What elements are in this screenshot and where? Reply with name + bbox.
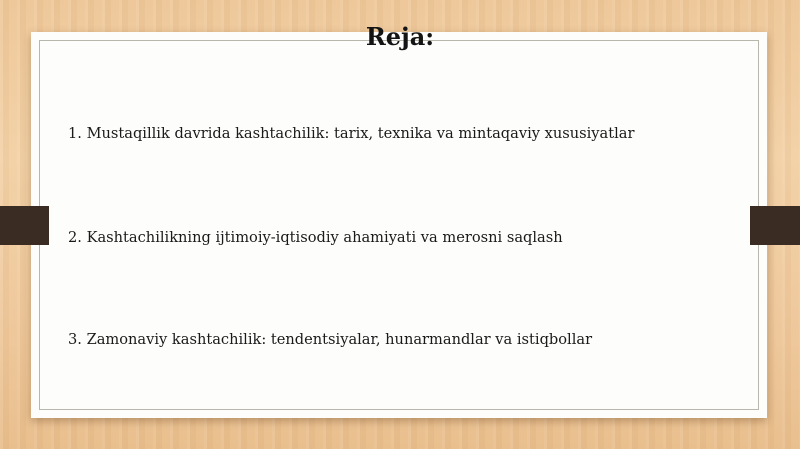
paper-card — [31, 32, 767, 418]
plan-item-2: 2. Kashtachilikning ijtimoiy-iqtisodiy ahamiyati va merosni saqlash — [68, 229, 563, 246]
plan-item-1: 1. Mustaqillik davrida kashtachilik: tarix, texnika va mintaqaviy xususiyatlar — [68, 125, 635, 142]
slide-title: Reja: — [365, 22, 435, 51]
left-side-tab — [0, 206, 49, 245]
plan-item-3: 3. Zamonaviy kashtachilik: tendentsiyalar, hunarmandlar va istiqbollar — [68, 331, 593, 348]
right-side-tab — [750, 206, 800, 245]
paper-inner-border — [39, 40, 759, 410]
